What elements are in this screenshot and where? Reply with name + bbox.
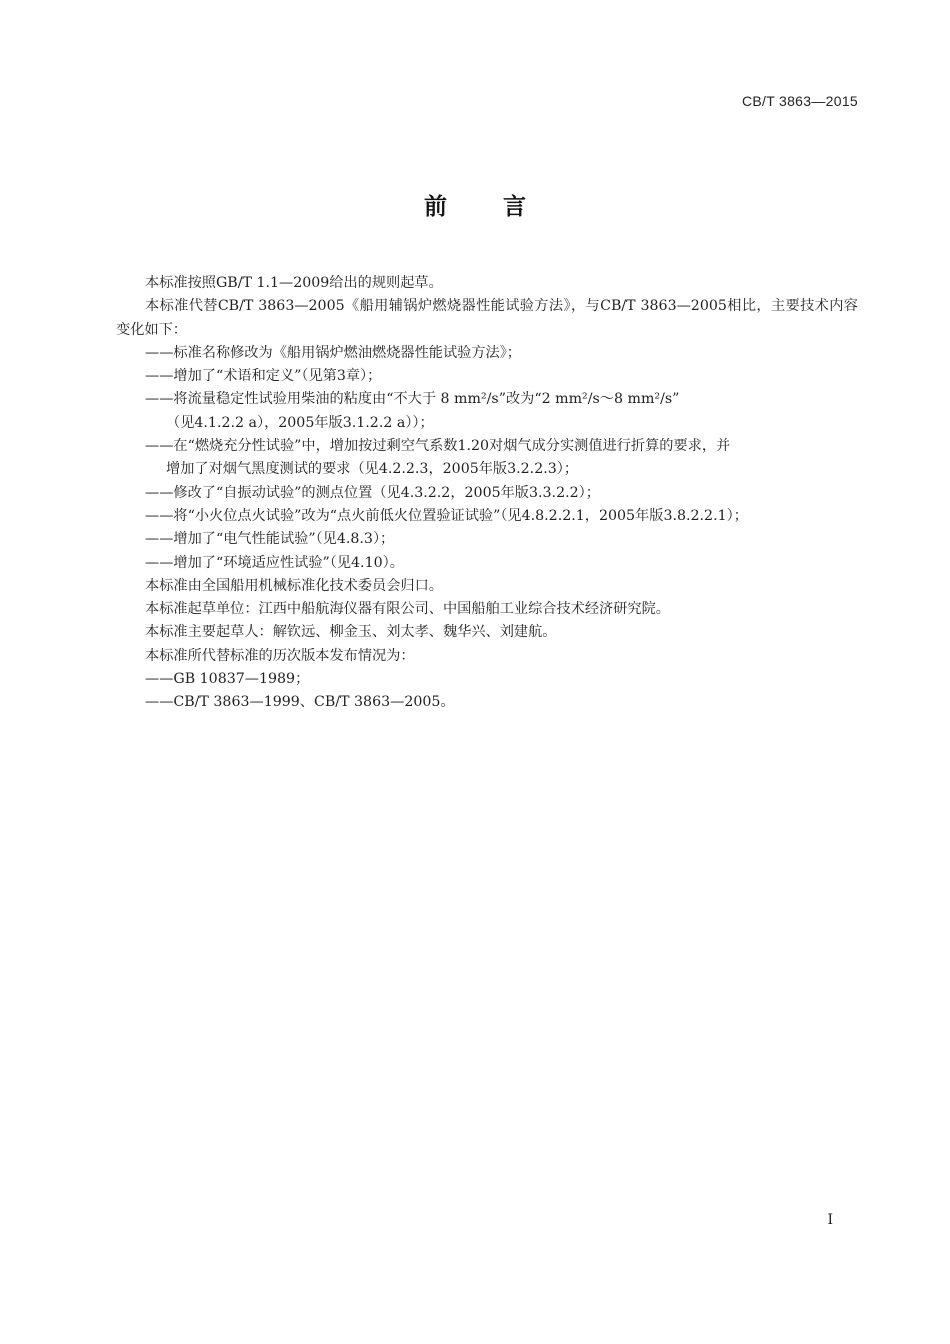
change-item-vibration: ——修改了“自振动试验”的测点位置（见4.3.2.2，2005年版3.3.2.2）； (145, 484, 600, 501)
change-item-combustion: ——在“燃烧充分性试验”中，增加按过剩空气系数1.20对烟气成分实测值进行折算的要求，并 (145, 438, 731, 455)
history-item-gb: ——GB 10837—1989； (145, 671, 310, 688)
change-item-combustion-cont: 增加了对烟气黑度测试的要求（见4.2.2.3，2005年版3.2.2.3）； (166, 461, 579, 478)
change-item-electrical: ——增加了“电气性能试验”（见4.8.3）； (145, 531, 395, 548)
paragraph-history: 本标准所代替标准的历次版本发布情况为： (145, 647, 415, 664)
change-item-title: ——标准名称修改为《船用锅炉燃油燃烧器性能试验方法》； (145, 344, 521, 361)
change-item-ignition: ——将“小火位点火试验”改为“点火前低火位置验证试验”（见4.8.2.2.1，2005年版3.8.2.2.1）； (145, 507, 748, 524)
paragraph-drafting-units: 本标准起草单位：江西中船航海仪器有限公司、中国船舶工业综合技术经济研究院。 (145, 601, 670, 618)
page-number: I (827, 1212, 833, 1228)
paragraph-committee: 本标准由全国船用机械标准化技术委员会归口。 (145, 577, 443, 594)
paragraph-drafting-rules: 本标准按照GB/T 1.1—2009给出的规则起草。 (145, 275, 443, 291)
change-item-environment: ——增加了“环境适应性试验”（见4.10）。 (145, 554, 404, 571)
page-title: 前 言 (423, 194, 550, 220)
change-item-terms: ——增加了“术语和定义”（见第3章）； (145, 368, 382, 385)
paragraph-replacement: 本标准代替CB/T 3863—2005《船用辅锅炉燃烧器性能试验方法》，与CB/T 3863—2005相比，主要技术内容变化如下： (116, 298, 858, 338)
foreword-body (116, 272, 858, 715)
standard-code-header: CB/T 3863—2015 (741, 93, 858, 109)
change-item-viscosity-cont: （见4.1.2.2 a），2005年版3.1.2.2 a））； (166, 414, 434, 431)
history-item-cbt: ——CB/T 3863—1999、CB/T 3863—2005。 (145, 694, 455, 711)
paragraph-drafters: 本标准主要起草人：解钦远、柳金玉、刘太孝、魏华兴、刘建航。 (145, 624, 557, 641)
change-item-viscosity: ——将流量稳定性试验用柴油的粘度由“不大于 8 mm²/s”改为“2 mm²/s～8 mm²/s” (145, 391, 680, 408)
